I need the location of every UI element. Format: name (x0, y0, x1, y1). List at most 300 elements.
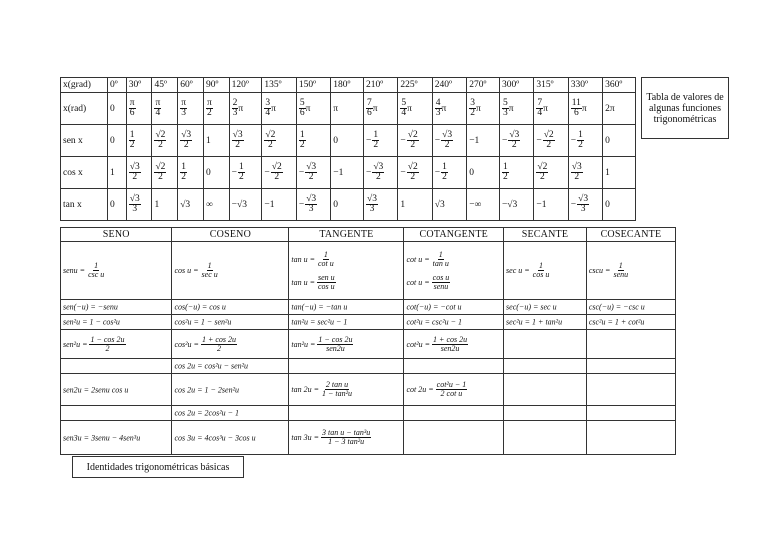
trig-cell (398, 157, 432, 189)
trig-cell (178, 93, 204, 125)
formula-text: tan 2u = (291, 385, 321, 394)
identity-cell (61, 374, 172, 406)
formula-stack (63, 385, 169, 395)
formula (291, 317, 401, 327)
trig-cell: 1 (203, 125, 229, 157)
trig-cell: 1 (603, 157, 636, 189)
formula-stack (174, 317, 286, 327)
denominator: 6 (299, 108, 305, 118)
denominator: sec u (201, 270, 218, 279)
formula-stack (406, 336, 501, 353)
trig-cell (499, 157, 533, 189)
formula (174, 385, 286, 395)
formula-text: sen2u = 2senu cos u (63, 385, 129, 395)
formula (406, 381, 501, 398)
fraction (536, 163, 548, 183)
identity-cell (404, 300, 504, 315)
denominator: 2 (206, 108, 212, 118)
trig-cell (363, 157, 397, 189)
denominator: 3 (580, 204, 586, 214)
denominator: 1 − 3 tan²u (328, 437, 365, 446)
fraction (264, 131, 276, 151)
formula-text: cos(−u) = cos u (174, 302, 226, 312)
formula-stack (174, 385, 286, 395)
trig-cell (229, 157, 262, 189)
numerator: √3 (306, 193, 317, 204)
trig-cell (296, 93, 330, 125)
trig-cell: −√3 (229, 189, 262, 221)
denominator: 4 (401, 108, 407, 118)
fraction (154, 163, 166, 183)
numerator: √2 (543, 129, 554, 140)
formula-stack (406, 251, 501, 291)
trig-row (61, 78, 636, 93)
trig-cell: 135º (262, 78, 296, 93)
fraction (432, 251, 450, 268)
trig-cell: 1 (108, 157, 127, 189)
formula (506, 302, 584, 312)
formula (291, 302, 401, 312)
formula-text: cos 2u = cos²u − sen²u (174, 361, 249, 371)
identity-cell (61, 359, 172, 374)
numerator: √3 (509, 129, 520, 140)
identity-cell (172, 315, 289, 330)
denominator: senu (613, 270, 629, 279)
formula (174, 433, 286, 443)
formula-stack (291, 251, 401, 291)
trig-cell: 210º (363, 78, 397, 93)
fraction (154, 131, 166, 151)
numerator: √3 (306, 161, 317, 172)
formula (174, 408, 286, 418)
formula-text: cos 2u = 2cos²u − 1 (174, 408, 239, 418)
denominator: 4 (265, 108, 271, 118)
denominator: 3 (369, 204, 375, 214)
trig-cell (568, 157, 602, 189)
formula-text: tan 3u = (291, 433, 321, 442)
fraction (432, 274, 451, 291)
identity-cell (504, 242, 587, 300)
formula (506, 262, 584, 279)
formula-text: sen(−u) = −senu (63, 302, 118, 312)
formula-text: cos²u = 1 − sen²u (174, 317, 232, 327)
identity-cell (172, 374, 289, 406)
formula-stack (63, 262, 169, 279)
identity-cell (404, 359, 504, 374)
trig-cell (296, 125, 330, 157)
numerator: √2 (407, 161, 418, 172)
trig-cell: 0 (108, 125, 127, 157)
identity-row (61, 315, 676, 330)
identity-cell (289, 374, 404, 406)
formula (63, 336, 169, 353)
numerator: 3 (470, 97, 475, 108)
formula (63, 317, 169, 327)
numerator: √3 (232, 129, 243, 140)
identity-cell (404, 242, 504, 300)
fraction (407, 131, 419, 151)
pi-symbol: π (441, 103, 447, 114)
formula-stack (406, 317, 501, 327)
identity-cell (61, 300, 172, 315)
denominator: senu (433, 281, 449, 291)
denominator: 2 (373, 140, 379, 150)
trig-cell (296, 189, 330, 221)
trig-cell: −1 (262, 189, 296, 221)
fraction (180, 99, 187, 119)
fraction (571, 163, 583, 183)
numerator: √3 (129, 193, 140, 204)
numerator: cot²u − 1 (436, 380, 467, 389)
column-header-seno: SENO (61, 228, 172, 242)
denominator: 2 (444, 140, 450, 150)
identity-cell (172, 330, 289, 359)
numerator: 7 (537, 97, 543, 108)
formula (406, 302, 501, 312)
fraction (469, 99, 476, 119)
numerator: √2 (407, 129, 418, 140)
minus-sign: − (536, 135, 542, 146)
numerator: 5 (502, 97, 508, 108)
minus-sign: − (298, 199, 305, 210)
denominator: cos u (532, 270, 550, 279)
identity-cell (504, 374, 587, 406)
trig-cell: 0 (331, 189, 364, 221)
fraction (366, 99, 373, 119)
fraction (129, 131, 136, 151)
numerator: 1 (239, 161, 244, 172)
minus-sign: − (365, 167, 372, 178)
identity-cell (404, 315, 504, 330)
trig-cell: −√3 (499, 189, 533, 221)
trig-cell (126, 157, 152, 189)
identities-caption (72, 456, 244, 478)
formula (291, 381, 401, 398)
denominator: 2 (183, 140, 189, 150)
denominator: 2 (546, 140, 552, 150)
formula-text: cos²u = (174, 339, 201, 349)
trig-cell (178, 157, 204, 189)
formula-stack (63, 336, 169, 353)
identity-cell (504, 300, 587, 315)
denominator: csc u (88, 270, 105, 279)
numerator: π (155, 97, 161, 108)
denominator: 3 (502, 108, 508, 118)
trig-cell: 270º (467, 78, 500, 93)
minus-sign: − (264, 167, 270, 178)
minus-sign: − (570, 135, 577, 146)
fraction (154, 99, 161, 119)
trig-cell (499, 125, 533, 157)
minus-sign: − (434, 167, 441, 178)
formula-text: tan(−u) = −tan u (291, 302, 348, 312)
trig-cell (262, 93, 296, 125)
denominator: 2 (470, 108, 475, 118)
numerator: √2 (155, 161, 166, 172)
identity-cell (61, 406, 172, 421)
identity-row (61, 406, 676, 421)
identity-cell (289, 421, 404, 455)
pi-symbol: π (508, 103, 514, 114)
trig-cell: 30º (126, 78, 152, 93)
trig-cell (203, 93, 229, 125)
denominator: 2 (216, 343, 221, 353)
denominator: sen2u (440, 343, 460, 353)
fraction (238, 163, 245, 183)
denominator: 2 (105, 343, 110, 353)
fraction (299, 99, 306, 119)
identity-cell (504, 359, 587, 374)
numerator: 2 (232, 97, 238, 108)
identity-cell (172, 300, 289, 315)
formula-text: sec u = (506, 266, 532, 275)
formula-text: sec(−u) = sec u (506, 302, 557, 312)
identity-row (61, 421, 676, 455)
trig-row (61, 157, 636, 189)
trig-cell (499, 93, 533, 125)
numerator: 1 + cos 2u (433, 334, 468, 344)
formula-text: cot²u = (406, 339, 433, 349)
formula (63, 385, 169, 395)
formula-stack (589, 262, 673, 279)
identity-cell (504, 315, 587, 330)
numerator: 1 (438, 249, 443, 259)
fraction (372, 163, 384, 183)
identity-cell (289, 406, 404, 421)
formula-text: cos 2u = 1 − 2sen²u (174, 385, 239, 395)
fraction (321, 429, 371, 446)
numerator: 3 (265, 97, 271, 108)
minus-sign: − (400, 167, 406, 178)
numerator: 1 (502, 161, 508, 172)
fraction (129, 99, 136, 119)
denominator: 2 (268, 140, 273, 150)
numerator: 1 (618, 261, 623, 270)
fraction (87, 262, 105, 279)
fraction (180, 163, 187, 183)
denominator: 2 (239, 172, 244, 182)
formula (174, 262, 286, 279)
trig-cell (568, 93, 602, 125)
denominator: 2 (539, 172, 545, 182)
numerator: 2 tan u (325, 380, 349, 389)
fraction (129, 195, 141, 215)
trig-cell (363, 125, 397, 157)
column-header-coseno: COSENO (172, 228, 289, 242)
numerator: 3 tan u − tan³u (321, 428, 371, 437)
denominator: 2 (578, 140, 583, 150)
numerator: √2 (271, 161, 282, 172)
denominator: 3 (308, 204, 314, 214)
fraction (271, 163, 283, 183)
row-label: x(grad) (61, 78, 108, 93)
fraction (89, 336, 125, 353)
minus-sign: − (298, 167, 305, 178)
denominator: 3 (435, 108, 441, 118)
fraction (232, 131, 244, 151)
identity-cell (404, 421, 504, 455)
identity-cell (404, 406, 504, 421)
trig-row (61, 93, 636, 125)
trig-cell: 330º (568, 78, 602, 93)
fraction (305, 195, 317, 215)
identity-row (61, 359, 676, 374)
trig-cell (534, 125, 568, 157)
numerator: √3 (366, 193, 377, 204)
trig-cell: √3 (432, 189, 466, 221)
trig-cell: √3 (178, 189, 204, 221)
numerator: 1 (129, 129, 135, 140)
identity-row (61, 374, 676, 406)
identity-cell (504, 330, 587, 359)
minus-sign: − (231, 167, 238, 178)
identity-cell (289, 315, 404, 330)
formula (291, 251, 401, 268)
formula-text: tan²u = sec²u − 1 (291, 317, 348, 327)
trig-cell (432, 125, 466, 157)
identity-cell (586, 315, 675, 330)
identity-cell (586, 242, 675, 300)
fraction (508, 131, 520, 151)
numerator: 1 − cos 2u (318, 334, 353, 344)
numerator: 5 (299, 97, 305, 108)
trig-cell (432, 93, 466, 125)
formula-text: sen²u = (63, 339, 90, 349)
minus-sign: − (570, 199, 577, 210)
numerator: 1 − cos 2u (90, 334, 125, 344)
trig-cell: 315º (534, 78, 568, 93)
fraction (577, 195, 589, 215)
formula-text: cscu = (588, 266, 613, 275)
denominator: 2 (502, 172, 508, 182)
trig-values-table (60, 77, 636, 221)
formula-stack (506, 302, 584, 312)
formula-text: sen3u = 3senu − 4sen³u (63, 433, 141, 443)
identity-cell (289, 242, 404, 300)
trig-cell (152, 93, 178, 125)
denominator: 2 (511, 140, 517, 150)
fraction (299, 131, 306, 151)
column-header-cotangente: COTANGENTE (404, 228, 504, 242)
identities-table (60, 227, 676, 455)
numerator: √2 (537, 161, 548, 172)
minus-sign: − (434, 135, 441, 146)
trig-cell (229, 93, 262, 125)
trig-cell (398, 125, 432, 157)
trig-cell: 120º (229, 78, 262, 93)
formula-text: senu = (63, 266, 88, 275)
formula-text: cot u = (406, 254, 432, 264)
identity-row (61, 330, 676, 359)
denominator: 2 (574, 172, 580, 182)
formula-text: cos 3u = 4cos³u − 3cos u (174, 433, 256, 443)
pi-symbol: π (372, 103, 378, 114)
trig-cell (262, 125, 296, 157)
fraction (435, 99, 442, 119)
trig-cell: −1 (331, 157, 364, 189)
identity-cell (61, 315, 172, 330)
fraction (543, 131, 555, 151)
trig-cell: 1 (398, 189, 432, 221)
trig-cell: 2π (603, 93, 636, 125)
trig-cell (363, 189, 397, 221)
formula-text: cot 2u = (406, 385, 436, 394)
identity-cell (586, 421, 675, 455)
trig-cell: 90º (203, 78, 229, 93)
identity-row (61, 300, 676, 315)
trig-cell: 150º (296, 78, 330, 93)
formula (174, 361, 286, 371)
formula-text: tan u = (291, 254, 317, 264)
trig-cell (534, 157, 568, 189)
trig-cell: 240º (432, 78, 466, 93)
numerator: sen u (317, 272, 335, 282)
numerator: cos u (432, 272, 450, 282)
formula-stack (506, 317, 584, 327)
trig-cell: 0 (108, 93, 127, 125)
identity-cell (289, 359, 404, 374)
denominator: 4 (155, 108, 161, 118)
trig-cell (262, 157, 296, 189)
identity-cell (61, 330, 172, 359)
trig-cell (229, 125, 262, 157)
formula-text: csc²u = 1 + cot²u (588, 317, 645, 327)
numerator: 1 + cos 2u (201, 334, 236, 344)
formula-text: cot²u = csc²u − 1 (406, 317, 463, 327)
identity-row (61, 242, 676, 300)
fraction (502, 99, 509, 119)
denominator: 2 (235, 140, 241, 150)
fraction (577, 131, 584, 151)
numerator: 1 (94, 261, 99, 270)
trig-cell (152, 125, 178, 157)
denominator: cot u (317, 258, 334, 268)
trig-cell: −1 (467, 125, 500, 157)
fraction (372, 131, 379, 151)
pi-symbol: π (543, 103, 548, 114)
numerator: √3 (571, 161, 582, 172)
formula (406, 336, 501, 353)
trig-cell (467, 93, 500, 125)
numerator: 1 (539, 261, 543, 270)
denominator: 2 (442, 172, 447, 182)
formula (63, 262, 169, 279)
caption-text: Tabla de valores de algunas funciones trigonométricas (646, 91, 724, 125)
trig-cell: 0 (331, 125, 364, 157)
numerator: √3 (373, 161, 384, 172)
denominator: 3 (181, 108, 186, 118)
trig-cell (432, 157, 466, 189)
numerator: 7 (366, 97, 372, 108)
fraction (407, 163, 419, 183)
fraction (201, 336, 237, 353)
column-header-tangente: TANGENTE (289, 228, 404, 242)
trig-cell: −∞ (467, 189, 500, 221)
numerator: 1 (299, 129, 305, 140)
numerator: √3 (129, 161, 140, 172)
identity-cell (61, 421, 172, 455)
fraction (206, 99, 213, 119)
denominator: 2 cot u (440, 389, 463, 398)
table-caption (641, 77, 729, 139)
identity-cell (586, 359, 675, 374)
identity-cell (289, 330, 404, 359)
trig-cell: 0 (467, 157, 500, 189)
denominator: 2 (375, 172, 381, 182)
identities-header-row (61, 228, 676, 242)
trig-cell (296, 157, 330, 189)
trig-cell: 60º (178, 78, 204, 93)
